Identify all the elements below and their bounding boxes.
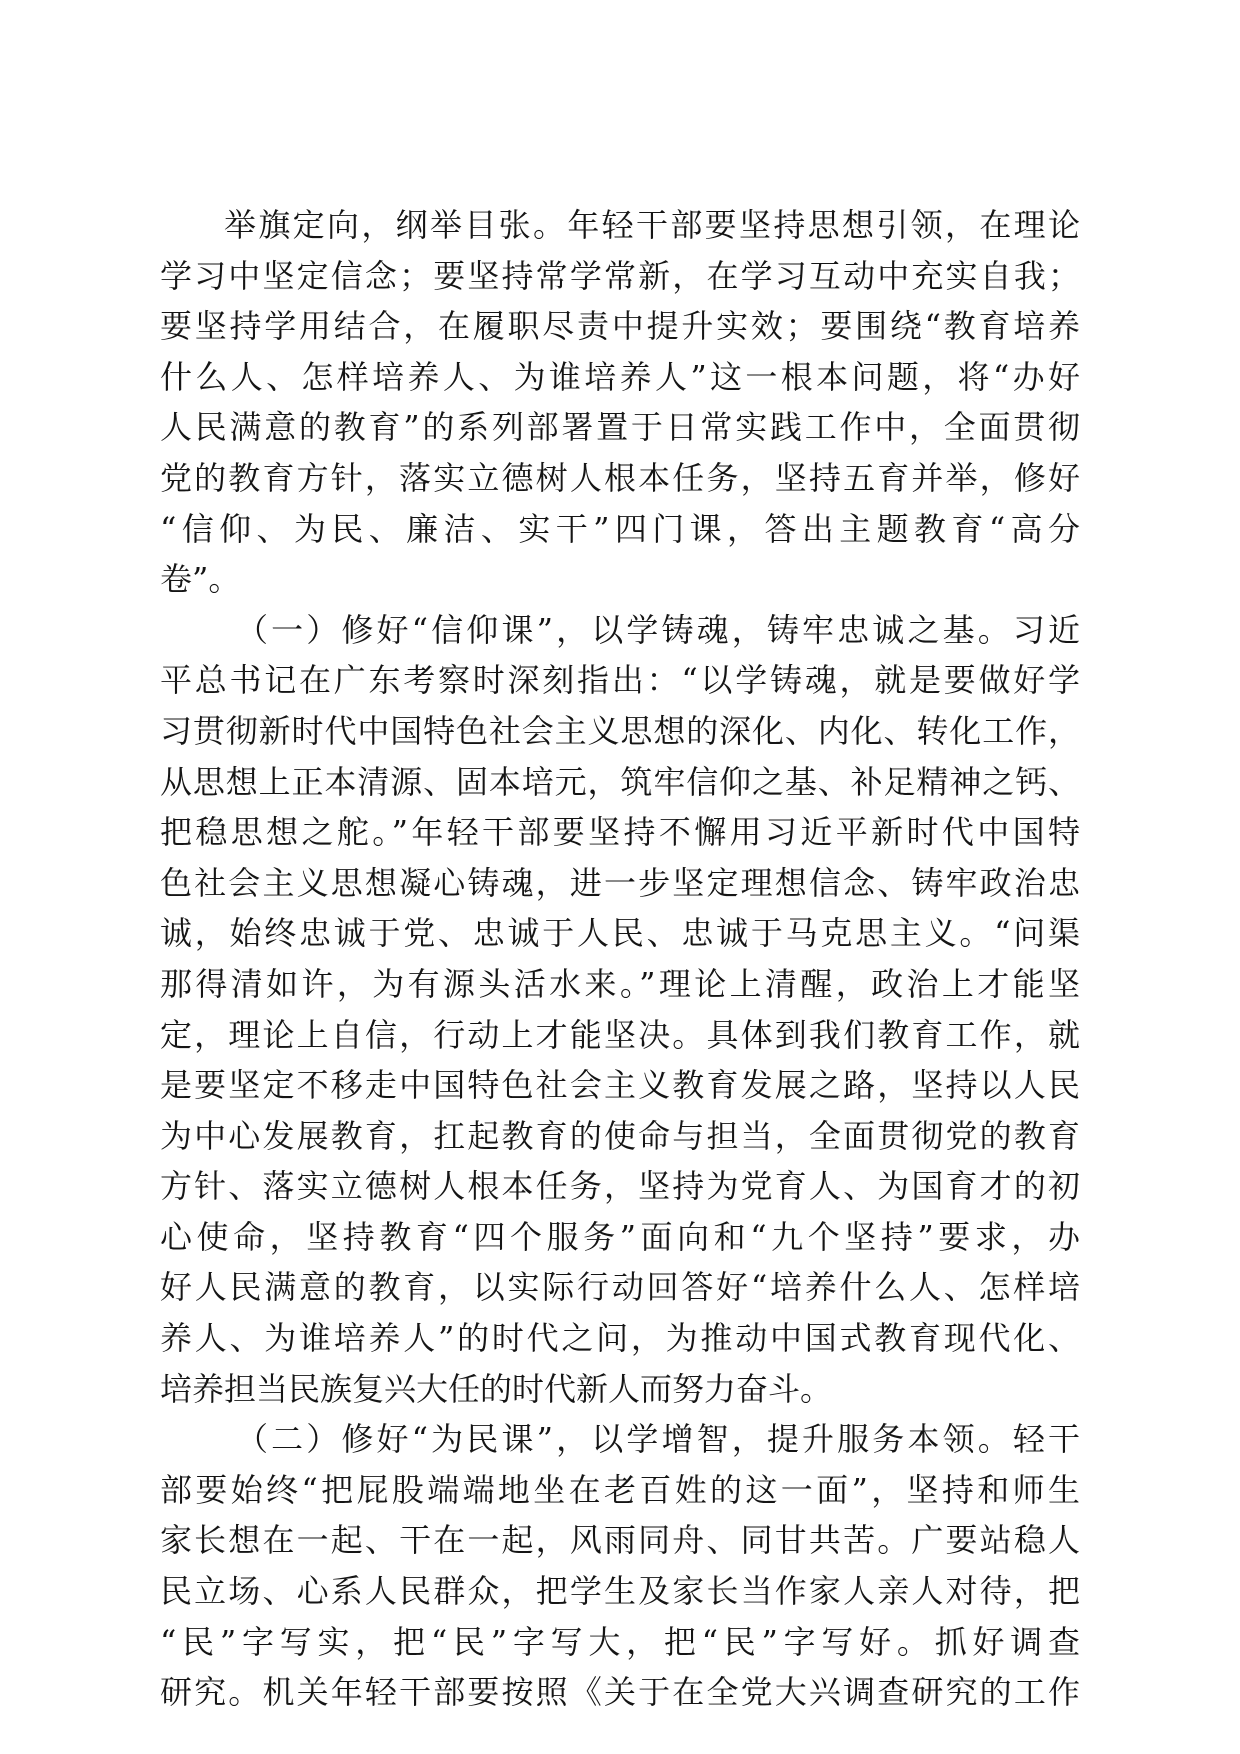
section-1-line-10: 是要坚定不移走中国特色社会主义教育发展之路，坚持以人民	[160, 1066, 1080, 1105]
section-1-heading-line: （一）修好“信仰课”，以学铸魂，铸牢忠诚之基。习近	[236, 610, 1080, 649]
section-2-line-2: 部要始终“把屁股端端地坐在老百姓的这一面”，坚持和师生	[160, 1470, 1080, 1509]
paragraph-1-line-8: 卷”。	[160, 560, 241, 599]
section-1-line-2: 平总书记在广东考察时深刻指出：“以学铸魂，就是要做好学	[160, 661, 1080, 700]
section-2-line-5: “民”字写实，把“民”字写大，把“民”字写好。抓好调查	[160, 1622, 1080, 1661]
paragraph-1-line-7: “信仰、为民、廉洁、实干”四门课，答出主题教育“高分	[160, 509, 1080, 548]
section-1-line-6: 色社会主义思想凝心铸魂，进一步坚定理想信念、铸牢政治忠	[160, 863, 1080, 902]
section-1-line-4: 从思想上正本清源、固本培元，筑牢信仰之基、补足精神之钙、	[160, 762, 1080, 801]
section-1-line-9: 定，理论上自信，行动上才能坚决。具体到我们教育工作，就	[160, 1015, 1080, 1054]
section-1-line-14: 好人民满意的教育，以实际行动回答好“培养什么人、怎样培	[160, 1268, 1080, 1307]
section-1-line-7: 诚，始终忠诚于党、忠诚于人民、忠诚于马克思主义。“问渠	[160, 914, 1080, 953]
section-2-line-6: 研究。机关年轻干部要按照《关于在全党大兴调查研究的工作	[160, 1673, 1080, 1712]
section-1-line-5: 把稳思想之舵。”年轻干部要坚持不懈用习近平新时代中国特	[160, 813, 1080, 852]
section-1-line-12: 方针、落实立德树人根本任务，坚持为党育人、为国育才的初	[160, 1167, 1080, 1206]
paragraph-1-line-1: 举旗定向，纲举目张。年轻干部要坚持思想引领，在理论	[224, 206, 1080, 244]
section-1-line-16: 培养担当民族复兴大任的时代新人而努力奋斗。	[160, 1369, 833, 1408]
paragraph-1-line-3: 要坚持学用结合，在履职尽责中提升实效；要围绕“教育培养	[160, 307, 1080, 346]
section-1-line-13: 心使命，坚持教育“四个服务”面向和“九个坚持”要求，办	[160, 1217, 1080, 1256]
section-2-heading-line: （二）修好“为民课”，以学增智，提升服务本领。轻干	[236, 1420, 1080, 1459]
section-2-line-3: 家长想在一起、干在一起，风雨同舟、同甘共苦。广要站稳人	[160, 1521, 1080, 1560]
section-1-line-11: 为中心发展教育，扛起教育的使命与担当，全面贯彻党的教育	[160, 1116, 1080, 1155]
section-2-line-4: 民立场、心系人民群众，把学生及家长当作家人亲人对待，把	[160, 1572, 1080, 1611]
paragraph-1-line-2: 学习中坚定信念；要坚持常学常新，在学习互动中充实自我；	[160, 256, 1080, 295]
paragraph-1-line-4: 什么人、怎样培养人、为谁培养人”这一根本问题，将“办好	[160, 357, 1080, 396]
section-1-line-8: 那得清如许，为有源头活水来。”理论上清醒，政治上才能坚	[160, 964, 1080, 1003]
section-1-line-3: 习贯彻新时代中国特色社会主义思想的深化、内化、转化工作，	[160, 711, 1080, 750]
paragraph-1-line-5: 人民满意的教育”的系列部署置于日常实践工作中，全面贯彻	[160, 408, 1080, 447]
document-body	[160, 200, 1080, 1718]
section-1-line-15: 养人、为谁培养人”的时代之问，为推动中国式教育现代化、	[160, 1319, 1080, 1358]
paragraph-1-line-6: 党的教育方针，落实立德树人根本任务，坚持五育并举，修好	[160, 458, 1080, 497]
